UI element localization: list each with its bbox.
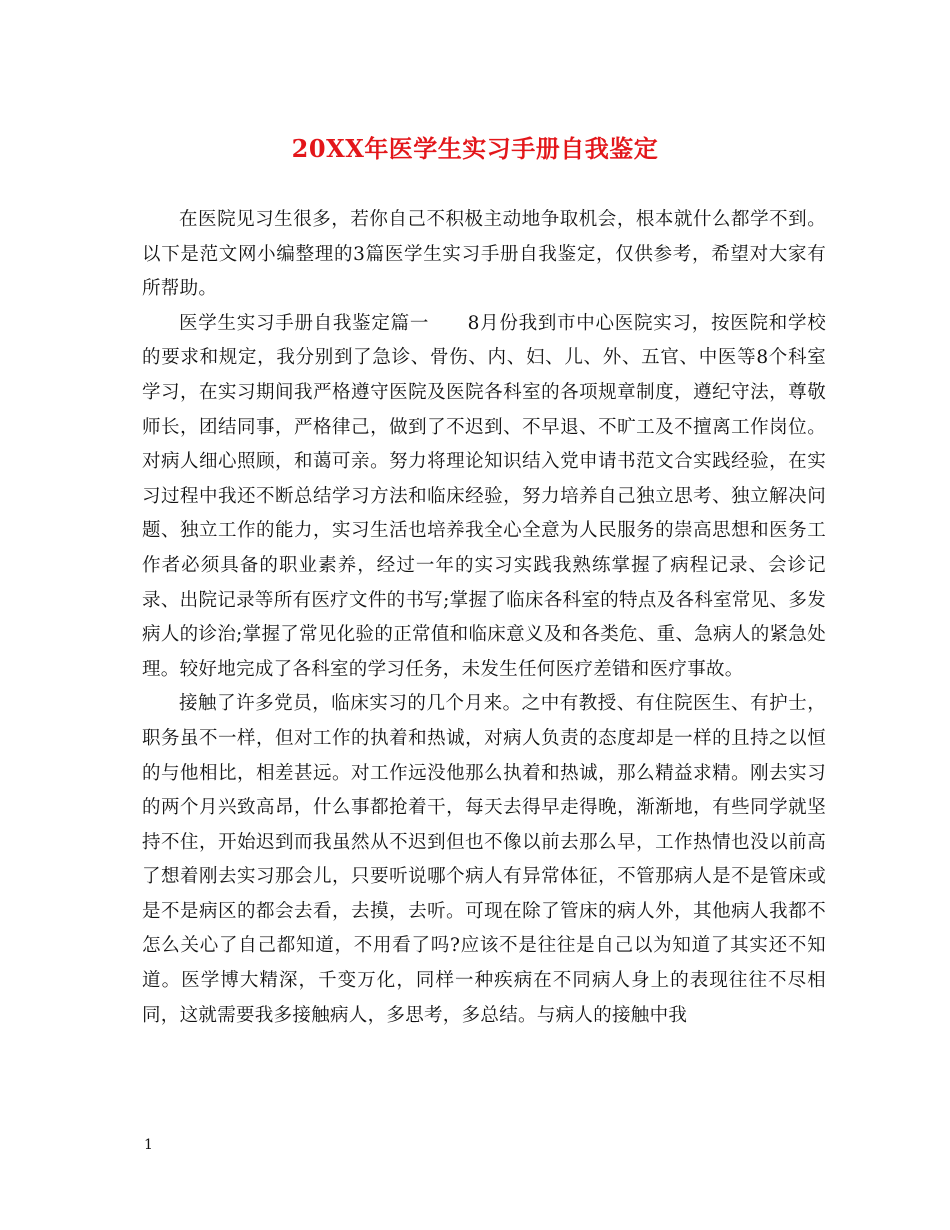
document-title: 20XX年医学生实习手册自我鉴定 [291, 134, 659, 163]
page-number: 1 [144, 1137, 153, 1153]
paragraph-intro: 在医院见习生很多，若你自己不积极主动地争取机会，根本就什么都学不到。以下是范文网小编整理的3篇医学生实习手册自我鉴定，仅供参考，希望对大家有所帮助。 [142, 209, 826, 300]
paragraph-part-one: 医学生实习手册自我鉴定篇一 8月份我到市中心医院实习，按医院和学校的要求和规定，我分别到了急诊、骨伤、内、妇、儿、外、五官、中医等8个科室学习，在实习期间我严格遵守医院及医院各科室的各项规章制度，遵纪守法，尊敬师长，团结同事，严格律己，做到了不迟到、不早退、不旷工及不擅离工作岗位。对病人细心照顾，和蔼可亲。努力将理论知识结入党申请书范文合实践经验，在实习过程中我还不断总结学习方法和临床经验，努力培养自己独立思考、独立解决问题、独立工作的能力，实习生活也培养我全心全意为人民服务的崇高思想和医务工作者必须具备的职业素养，经过一年的实习实践我熟练掌握了病程记录、会诊记录、出院记录等所有医疗文件的书写;掌握了临床各科室的特点及各科室常见、多发病人的诊治;掌握了常见化验的正常值和临床意义及和各类危、重、急病人的紧急处理。较好地完成了各科室的学习任务，未发生任何医疗差错和医疗事故。 [142, 312, 826, 680]
document-body [142, 203, 826, 1033]
paragraph-party-members: 接触了许多党员，临床实习的几个月来。之中有教授、有住院医生、有护士，职务虽不一样，但对工作的执着和热诚，对病人负责的态度却是一样的且持之以恒的与他相比，相差甚远。对工作远没他那么执着和热诚，那么精益求精。刚去实习的两个月兴致高昂，什么事都抢着干，每天去得早走得晚，渐渐地，有些同学就坚持不住，开始迟到而我虽然从不迟到但也不像以前去那么早，工作热情也没以前高了想着刚去实习那会儿，只要听说哪个病人有异常体征，不管那病人是不是管床或是不是病区的都会去看，去摸，去听。可现在除了管床的病人外，其他病人我都不怎么关心了自己都知道，不用看了吗?应该不是往往是自己以为知道了其实还不知道。医学博大精深，千变万化，同样一种疾病在不同病人身上的表现往往不尽相同，这就需要我多接触病人，多思考，多总结。与病人的接触中我 [142, 693, 826, 1026]
